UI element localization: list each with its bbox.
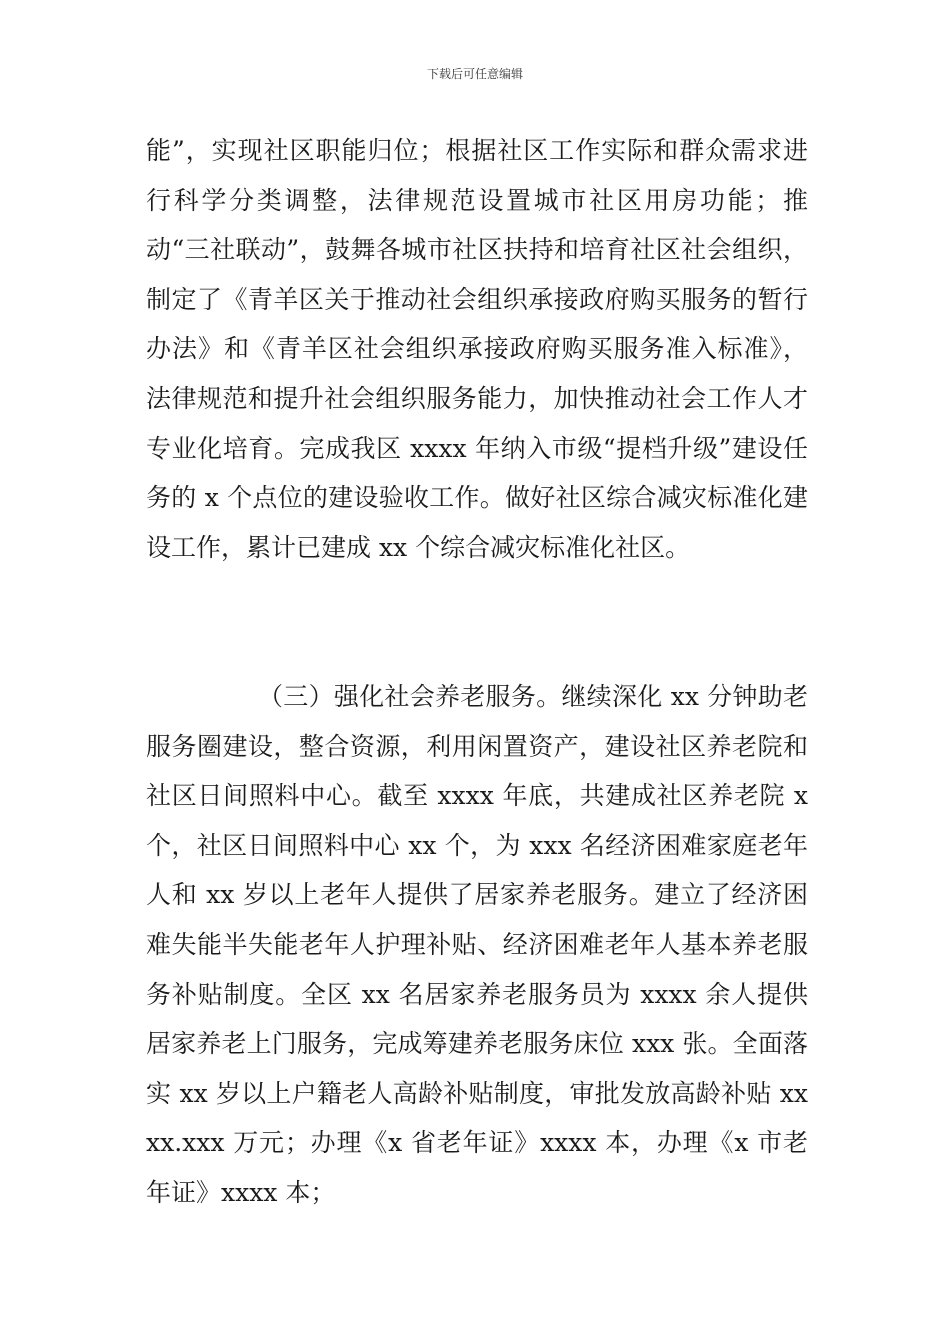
body-paragraph-2: （三）强化社会养老服务。继续深化 xx 分钟助老服务圈建设，整合资源，利用闲置资产，建设社区养老院和社区日间照料中心。截至 xxxx 年底，共建成社区养老院 x 个，社区日间照料中心 xx 个，为 xxx 名经济困难家庭老年人和 xx 岁以上老年人提供了居家养老服务。建立了经济困难失能半失能老年人护理补贴、经济困难老年人基本养老服务补贴制度。全区 xx 名居家养老服务员为 xxxx 余人提供居家养老上门服务，完成筹建养老服务床位 xxx 张。全面落实 xx 岁以上户籍老人高龄补贴制度，审批发放高龄补贴 xxxx.xxx 万元；办理《x 省老年证》xxxx 本，办理《x 市老年证》xxxx 本； xyxy=(146,682,808,1207)
body-paragraph-1: 能”，实现社区职能归位；根据社区工作实际和群众需求进行科学分类调整，法律规范设置城市社区用房功能；推动“三社联动”，鼓舞各城市社区扶持和培育社区社会组织，制定了《青羊区关于推动社会组织承接政府购买服务的暂行办法》和《青羊区社会组织承接政府购买服务准入标准》，法律规范和提升社会组织服务能力，加快推动社会工作人才专业化培育。完成我区 xxxx 年纳入市级“提档升级”建设任务的 x 个点位的建设验收工作。做好社区综合减灾标准化建设工作，累计已建成 xx 个综合减灾标准化社区。 xyxy=(146,136,808,562)
page-header: 下载后可任意编辑 xyxy=(426,67,523,81)
